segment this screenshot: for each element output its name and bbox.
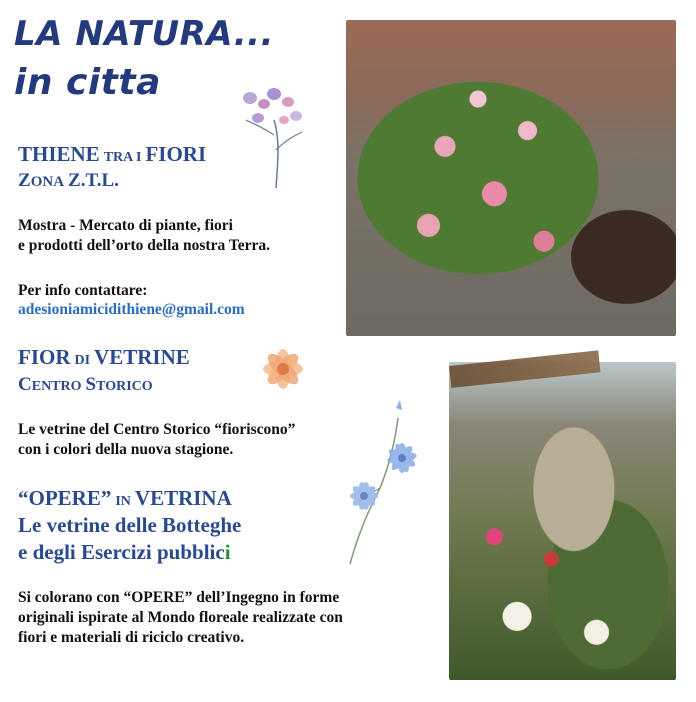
subheading-part: ENTRO [31, 379, 82, 394]
heading-word: DI [74, 353, 91, 368]
body-line: con i colori della nuova stagione. [18, 441, 234, 458]
subheading-part: TORICO [96, 379, 153, 394]
section1-body [18, 216, 270, 256]
section3-line2: Le vetrine delle Botteghe [18, 513, 242, 537]
section1-heading [18, 142, 206, 167]
heading-word: THIENE [18, 142, 100, 166]
section1-subheading [18, 170, 119, 192]
section2-heading [18, 345, 190, 370]
heading-word: IN [115, 494, 131, 509]
subheading-part: Z.T.L. [68, 170, 119, 191]
heading-word: VETRINE [94, 345, 190, 369]
page-title-line2: in citta [14, 62, 161, 103]
subheading-part: ONA [30, 174, 65, 190]
section3-line3 [18, 540, 231, 565]
heading-word: FIOR [18, 345, 71, 369]
contact-email-link[interactable]: adesioniamicidithiene@gmail.com [18, 301, 245, 318]
heading-word: “OPERE” [18, 486, 112, 510]
heading-text: e degli Esercizi pubblic [18, 540, 225, 564]
heading-word: FIORI [145, 142, 207, 166]
garden-display-photo [449, 362, 676, 680]
subheading-part: C [18, 374, 32, 395]
info-label: Per info contattare: [18, 282, 148, 299]
section2-body [18, 420, 295, 460]
orange-flower-illustration [252, 344, 314, 394]
subheading-part: S [85, 374, 97, 395]
section2-subheading [18, 374, 153, 396]
body-line: Mostra - Mercato di piante, fiori [18, 217, 233, 234]
cornflower-illustration [340, 398, 432, 568]
body-line: Si colorano con “OPERE” dell’Ingegno in forme [18, 589, 340, 606]
body-line: originali ispirate al Mondo floreale realizzate con [18, 609, 343, 626]
sweet-pea-illustration [236, 80, 316, 190]
section3-heading [18, 486, 232, 511]
body-line: fiori e materiali di riciclo creativo. [18, 629, 245, 646]
body-line: Le vetrine del Centro Storico “fioriscono” [18, 421, 296, 438]
body-line: e prodotti dell’orto della nostra Terra. [18, 237, 270, 254]
heading-word: VETRINA [134, 486, 232, 510]
page-title: LA NATURA... [14, 14, 275, 54]
heading-text-accent: i [224, 540, 231, 564]
section3-body [18, 588, 343, 648]
subheading-part: Z [18, 170, 31, 191]
rose-market-photo [346, 20, 676, 336]
heading-word: TRA I [103, 150, 142, 165]
